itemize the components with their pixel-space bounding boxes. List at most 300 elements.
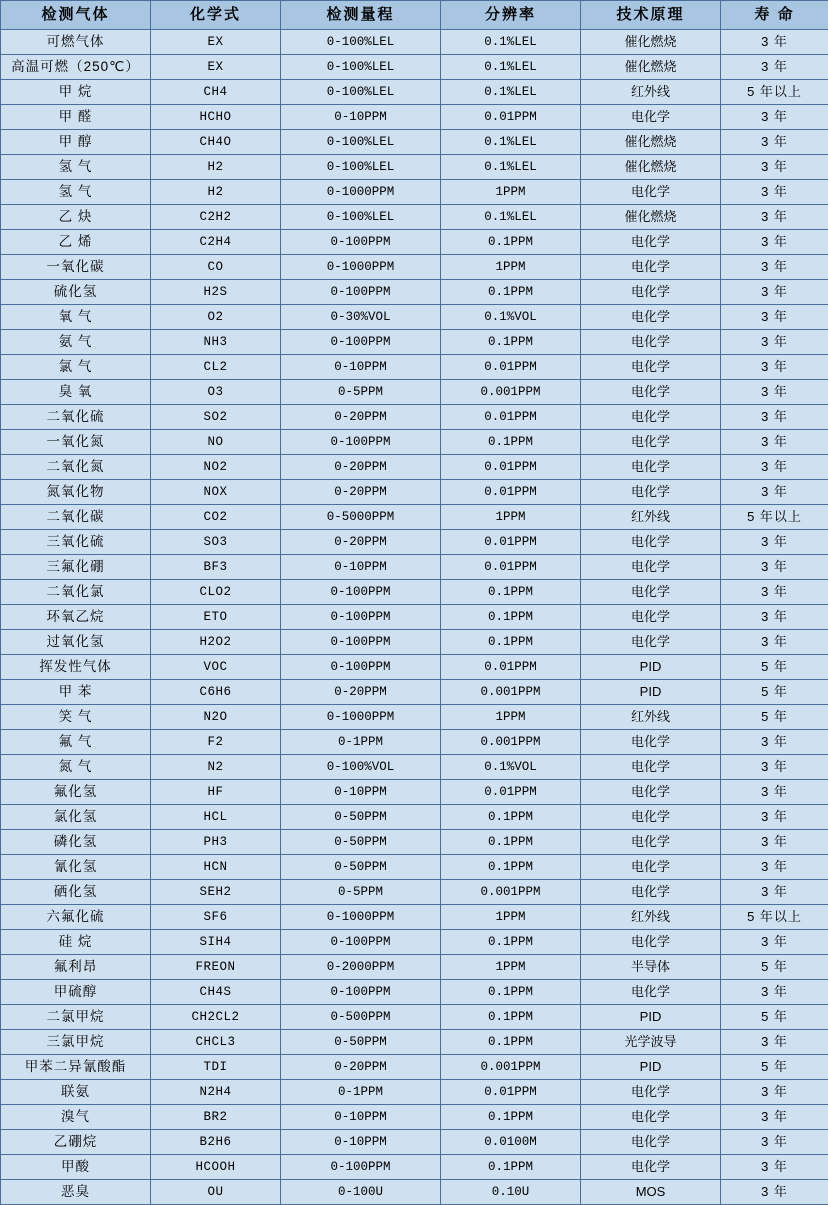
cell-range: 0-100U [281,1180,441,1205]
cell-technology: 电化学 [581,480,721,505]
cell-range: 0-100PPM [281,605,441,630]
cell-technology: 电化学 [581,855,721,880]
column-header-range: 检测量程 [281,1,441,30]
cell-formula: SIH4 [151,930,281,955]
cell-gas: 二氧化碳 [1,505,151,530]
cell-range: 0-50PPM [281,830,441,855]
table-row [1,930,828,955]
table-row [1,505,828,530]
cell-range: 0-1000PPM [281,705,441,730]
cell-technology: 电化学 [581,730,721,755]
cell-resolution: 0.001PPM [441,1055,581,1080]
cell-resolution: 0.01PPM [441,1080,581,1105]
cell-lifetime: 3 年 [721,105,828,130]
cell-range: 0-5000PPM [281,505,441,530]
table-row [1,605,828,630]
cell-formula: CO [151,255,281,280]
cell-technology: 催化燃烧 [581,30,721,55]
cell-gas: 二氧化硫 [1,405,151,430]
cell-resolution: 0.1%LEL [441,205,581,230]
cell-resolution: 1PPM [441,255,581,280]
cell-formula: B2H6 [151,1130,281,1155]
cell-technology: 电化学 [581,1105,721,1130]
cell-gas: 臭 氧 [1,380,151,405]
cell-gas: 氯化氢 [1,805,151,830]
cell-lifetime: 3 年 [721,780,828,805]
table-row [1,855,828,880]
cell-technology: 红外线 [581,705,721,730]
cell-lifetime: 3 年 [721,1080,828,1105]
table-row [1,255,828,280]
cell-lifetime: 3 年 [721,280,828,305]
cell-range: 0-20PPM [281,455,441,480]
cell-resolution: 0.1%LEL [441,55,581,80]
cell-lifetime: 5 年 [721,955,828,980]
table-row [1,80,828,105]
cell-gas: 甲苯二异氰酸酯 [1,1055,151,1080]
cell-lifetime: 3 年 [721,580,828,605]
cell-resolution: 1PPM [441,955,581,980]
cell-formula: NH3 [151,330,281,355]
cell-resolution: 0.1PPM [441,1105,581,1130]
cell-technology: 电化学 [581,280,721,305]
cell-technology: 电化学 [581,605,721,630]
column-header-technology: 技术原理 [581,1,721,30]
cell-range: 0-20PPM [281,530,441,555]
cell-lifetime: 5 年以上 [721,505,828,530]
cell-formula: EX [151,55,281,80]
cell-resolution: 0.1PPM [441,1005,581,1030]
cell-lifetime: 5 年以上 [721,80,828,105]
cell-resolution: 0.1PPM [441,630,581,655]
column-header-resolution: 分辨率 [441,1,581,30]
cell-resolution: 0.1PPM [441,830,581,855]
cell-resolution: 0.1PPM [441,930,581,955]
cell-lifetime: 3 年 [721,855,828,880]
cell-gas: 氟 气 [1,730,151,755]
cell-technology: 电化学 [581,755,721,780]
cell-gas: 氢 气 [1,180,151,205]
cell-resolution: 0.1PPM [441,855,581,880]
cell-lifetime: 3 年 [721,555,828,580]
cell-formula: VOC [151,655,281,680]
cell-range: 0-20PPM [281,405,441,430]
cell-range: 0-50PPM [281,805,441,830]
cell-technology: 电化学 [581,405,721,430]
table-row [1,780,828,805]
cell-gas: 一氧化碳 [1,255,151,280]
column-header-lifetime: 寿 命 [721,1,828,30]
column-header-gas: 检测气体 [1,1,151,30]
cell-lifetime: 3 年 [721,880,828,905]
cell-formula: C6H6 [151,680,281,705]
cell-range: 0-50PPM [281,1030,441,1055]
cell-range: 0-100PPM [281,630,441,655]
cell-formula: TDI [151,1055,281,1080]
cell-formula: HCHO [151,105,281,130]
cell-resolution: 0.1%LEL [441,130,581,155]
cell-technology: 电化学 [581,230,721,255]
cell-formula: H2 [151,180,281,205]
cell-gas: 甲酸 [1,1155,151,1180]
cell-range: 0-20PPM [281,680,441,705]
table-header-row [1,1,828,30]
table-header [1,1,828,30]
cell-lifetime: 3 年 [721,205,828,230]
cell-technology: 催化燃烧 [581,155,721,180]
table-row [1,755,828,780]
cell-formula: BR2 [151,1105,281,1130]
cell-lifetime: 3 年 [721,530,828,555]
table-row [1,355,828,380]
table-row [1,530,828,555]
cell-gas: 甲 烷 [1,80,151,105]
table-row [1,280,828,305]
cell-range: 0-1PPM [281,1080,441,1105]
cell-lifetime: 3 年 [721,130,828,155]
table-row [1,380,828,405]
table-row [1,205,828,230]
cell-range: 0-10PPM [281,105,441,130]
cell-range: 0-100%VOL [281,755,441,780]
column-header-formula: 化学式 [151,1,281,30]
cell-formula: PH3 [151,830,281,855]
cell-gas: 溴气 [1,1105,151,1130]
table-body [1,30,828,1205]
cell-resolution: 0.1PPM [441,1030,581,1055]
cell-lifetime: 3 年 [721,155,828,180]
cell-lifetime: 3 年 [721,980,828,1005]
table-row [1,1180,828,1205]
cell-gas: 二氧化氯 [1,580,151,605]
cell-range: 0-100%LEL [281,30,441,55]
cell-gas: 乙硼烷 [1,1130,151,1155]
cell-lifetime: 3 年 [721,255,828,280]
cell-technology: MOS [581,1180,721,1205]
cell-range: 0-100PPM [281,430,441,455]
table-row [1,405,828,430]
cell-formula: H2S [151,280,281,305]
cell-lifetime: 5 年 [721,1005,828,1030]
cell-resolution: 0.01PPM [441,480,581,505]
cell-formula: CLO2 [151,580,281,605]
cell-range: 0-10PPM [281,780,441,805]
cell-lifetime: 3 年 [721,1030,828,1055]
cell-technology: 电化学 [581,380,721,405]
cell-technology: PID [581,655,721,680]
table-row [1,630,828,655]
cell-formula: SEH2 [151,880,281,905]
cell-resolution: 0.01PPM [441,655,581,680]
table-row [1,130,828,155]
table-row [1,30,828,55]
cell-gas: 一氧化氮 [1,430,151,455]
cell-technology: 电化学 [581,830,721,855]
cell-formula: CL2 [151,355,281,380]
cell-formula: N2 [151,755,281,780]
table-row [1,455,828,480]
cell-range: 0-100PPM [281,1155,441,1180]
cell-technology: 红外线 [581,80,721,105]
cell-gas: 氯 气 [1,355,151,380]
cell-resolution: 0.1PPM [441,980,581,1005]
cell-formula: N2O [151,705,281,730]
cell-gas: 氨 气 [1,330,151,355]
table-row [1,555,828,580]
cell-lifetime: 3 年 [721,1130,828,1155]
cell-technology: 电化学 [581,780,721,805]
cell-lifetime: 3 年 [721,830,828,855]
cell-formula: CH4O [151,130,281,155]
cell-resolution: 0.1PPM [441,580,581,605]
table-row [1,1005,828,1030]
cell-gas: 硒化氢 [1,880,151,905]
cell-technology: 红外线 [581,905,721,930]
cell-technology: 电化学 [581,455,721,480]
cell-gas: 氧 气 [1,305,151,330]
cell-formula: NOX [151,480,281,505]
cell-gas: 恶臭 [1,1180,151,1205]
cell-gas: 三氯甲烷 [1,1030,151,1055]
cell-formula: HCOOH [151,1155,281,1180]
cell-resolution: 1PPM [441,505,581,530]
cell-technology: 电化学 [581,880,721,905]
cell-formula: FREON [151,955,281,980]
cell-gas: 六氟化硫 [1,905,151,930]
cell-lifetime: 3 年 [721,55,828,80]
cell-range: 0-1000PPM [281,255,441,280]
cell-gas: 挥发性气体 [1,655,151,680]
cell-range: 0-10PPM [281,555,441,580]
cell-lifetime: 3 年 [721,405,828,430]
cell-technology: 电化学 [581,930,721,955]
table-row [1,430,828,455]
table-row [1,805,828,830]
cell-gas: 过氧化氢 [1,630,151,655]
cell-resolution: 0.01PPM [441,405,581,430]
cell-gas: 三氧化硫 [1,530,151,555]
cell-formula: EX [151,30,281,55]
cell-range: 0-100%LEL [281,55,441,80]
cell-lifetime: 3 年 [721,1155,828,1180]
cell-resolution: 0.10U [441,1180,581,1205]
cell-formula: SO2 [151,405,281,430]
cell-resolution: 0.1%VOL [441,305,581,330]
cell-technology: 电化学 [581,255,721,280]
cell-resolution: 0.01PPM [441,105,581,130]
cell-technology: 电化学 [581,1130,721,1155]
cell-gas: 甲 醛 [1,105,151,130]
table-row [1,230,828,255]
table-row [1,55,828,80]
cell-range: 0-10PPM [281,1105,441,1130]
cell-lifetime: 3 年 [721,805,828,830]
cell-lifetime: 3 年 [721,1105,828,1130]
cell-resolution: 1PPM [441,905,581,930]
table-row [1,580,828,605]
cell-gas: 联氨 [1,1080,151,1105]
cell-formula: BF3 [151,555,281,580]
cell-gas: 可燃气体 [1,30,151,55]
cell-lifetime: 5 年 [721,680,828,705]
table-row [1,330,828,355]
cell-technology: 光学波导 [581,1030,721,1055]
cell-formula: CHCL3 [151,1030,281,1055]
cell-range: 0-20PPM [281,1055,441,1080]
cell-formula: OU [151,1180,281,1205]
cell-range: 0-5PPM [281,880,441,905]
table-row [1,180,828,205]
cell-range: 0-100PPM [281,655,441,680]
cell-lifetime: 5 年 [721,655,828,680]
cell-gas: 氮氧化物 [1,480,151,505]
cell-resolution: 0.1PPM [441,1155,581,1180]
table-row [1,880,828,905]
table-row [1,1130,828,1155]
table-row [1,305,828,330]
cell-lifetime: 3 年 [721,1180,828,1205]
cell-range: 0-100PPM [281,330,441,355]
cell-resolution: 0.1PPM [441,430,581,455]
table-row [1,830,828,855]
cell-lifetime: 3 年 [721,930,828,955]
cell-technology: 电化学 [581,355,721,380]
cell-range: 0-1000PPM [281,180,441,205]
cell-lifetime: 3 年 [721,455,828,480]
cell-gas: 氢 气 [1,155,151,180]
cell-range: 0-2000PPM [281,955,441,980]
cell-gas: 环氧乙烷 [1,605,151,630]
table-row [1,1030,828,1055]
cell-lifetime: 3 年 [721,230,828,255]
cell-resolution: 0.001PPM [441,380,581,405]
cell-resolution: 0.01PPM [441,355,581,380]
table-row [1,1080,828,1105]
cell-resolution: 0.001PPM [441,730,581,755]
table-row [1,105,828,130]
cell-range: 0-30%VOL [281,305,441,330]
cell-resolution: 0.1PPM [441,330,581,355]
table-row [1,1105,828,1130]
cell-technology: 电化学 [581,555,721,580]
cell-lifetime: 3 年 [721,180,828,205]
cell-formula: HF [151,780,281,805]
cell-technology: PID [581,1055,721,1080]
table-row [1,655,828,680]
cell-range: 0-10PPM [281,1130,441,1155]
cell-gas: 氟化氢 [1,780,151,805]
cell-technology: PID [581,680,721,705]
cell-range: 0-100PPM [281,230,441,255]
cell-formula: CH4S [151,980,281,1005]
cell-formula: H2O2 [151,630,281,655]
cell-technology: 电化学 [581,105,721,130]
cell-resolution: 0.01PPM [441,530,581,555]
cell-resolution: 0.1PPM [441,805,581,830]
cell-technology: PID [581,1005,721,1030]
cell-technology: 电化学 [581,430,721,455]
cell-formula: SF6 [151,905,281,930]
cell-range: 0-1PPM [281,730,441,755]
cell-lifetime: 3 年 [721,605,828,630]
cell-technology: 电化学 [581,530,721,555]
cell-resolution: 0.1PPM [441,605,581,630]
cell-technology: 电化学 [581,980,721,1005]
cell-resolution: 1PPM [441,180,581,205]
cell-resolution: 0.001PPM [441,680,581,705]
cell-formula: NO [151,430,281,455]
cell-formula: SO3 [151,530,281,555]
table-row [1,955,828,980]
cell-range: 0-10PPM [281,355,441,380]
cell-formula: CH2CL2 [151,1005,281,1030]
cell-range: 0-100%LEL [281,205,441,230]
cell-lifetime: 3 年 [721,355,828,380]
table-row [1,905,828,930]
cell-technology: 电化学 [581,580,721,605]
cell-formula: O2 [151,305,281,330]
cell-gas: 磷化氢 [1,830,151,855]
cell-technology: 半导体 [581,955,721,980]
cell-technology: 电化学 [581,1080,721,1105]
cell-lifetime: 3 年 [721,30,828,55]
cell-range: 0-100%LEL [281,80,441,105]
table-row [1,680,828,705]
cell-resolution: 0.1%LEL [441,155,581,180]
cell-formula: H2 [151,155,281,180]
cell-formula: HCL [151,805,281,830]
cell-formula: C2H2 [151,205,281,230]
cell-formula: C2H4 [151,230,281,255]
cell-gas: 笑 气 [1,705,151,730]
cell-gas: 甲硫醇 [1,980,151,1005]
cell-gas: 乙 烯 [1,230,151,255]
table-row [1,980,828,1005]
cell-technology: 电化学 [581,180,721,205]
cell-technology: 电化学 [581,630,721,655]
table-row [1,1155,828,1180]
cell-gas: 甲 苯 [1,680,151,705]
cell-range: 0-50PPM [281,855,441,880]
cell-resolution: 0.1%LEL [441,80,581,105]
cell-resolution: 0.01PPM [441,780,581,805]
cell-formula: HCN [151,855,281,880]
cell-lifetime: 3 年 [721,380,828,405]
table-row [1,155,828,180]
cell-technology: 电化学 [581,1155,721,1180]
cell-range: 0-20PPM [281,480,441,505]
cell-technology: 催化燃烧 [581,55,721,80]
cell-formula: O3 [151,380,281,405]
cell-range: 0-100%LEL [281,155,441,180]
cell-technology: 催化燃烧 [581,130,721,155]
cell-range: 0-5PPM [281,380,441,405]
cell-technology: 电化学 [581,330,721,355]
cell-technology: 催化燃烧 [581,205,721,230]
cell-gas: 三氟化硼 [1,555,151,580]
cell-range: 0-500PPM [281,1005,441,1030]
cell-resolution: 0.1PPM [441,280,581,305]
cell-resolution: 0.001PPM [441,880,581,905]
table-row [1,480,828,505]
cell-resolution: 0.1%VOL [441,755,581,780]
cell-resolution: 0.1%LEL [441,30,581,55]
cell-formula: CH4 [151,80,281,105]
cell-range: 0-100PPM [281,280,441,305]
cell-gas: 硫化氢 [1,280,151,305]
cell-gas: 氮 气 [1,755,151,780]
cell-gas: 二氧化氮 [1,455,151,480]
